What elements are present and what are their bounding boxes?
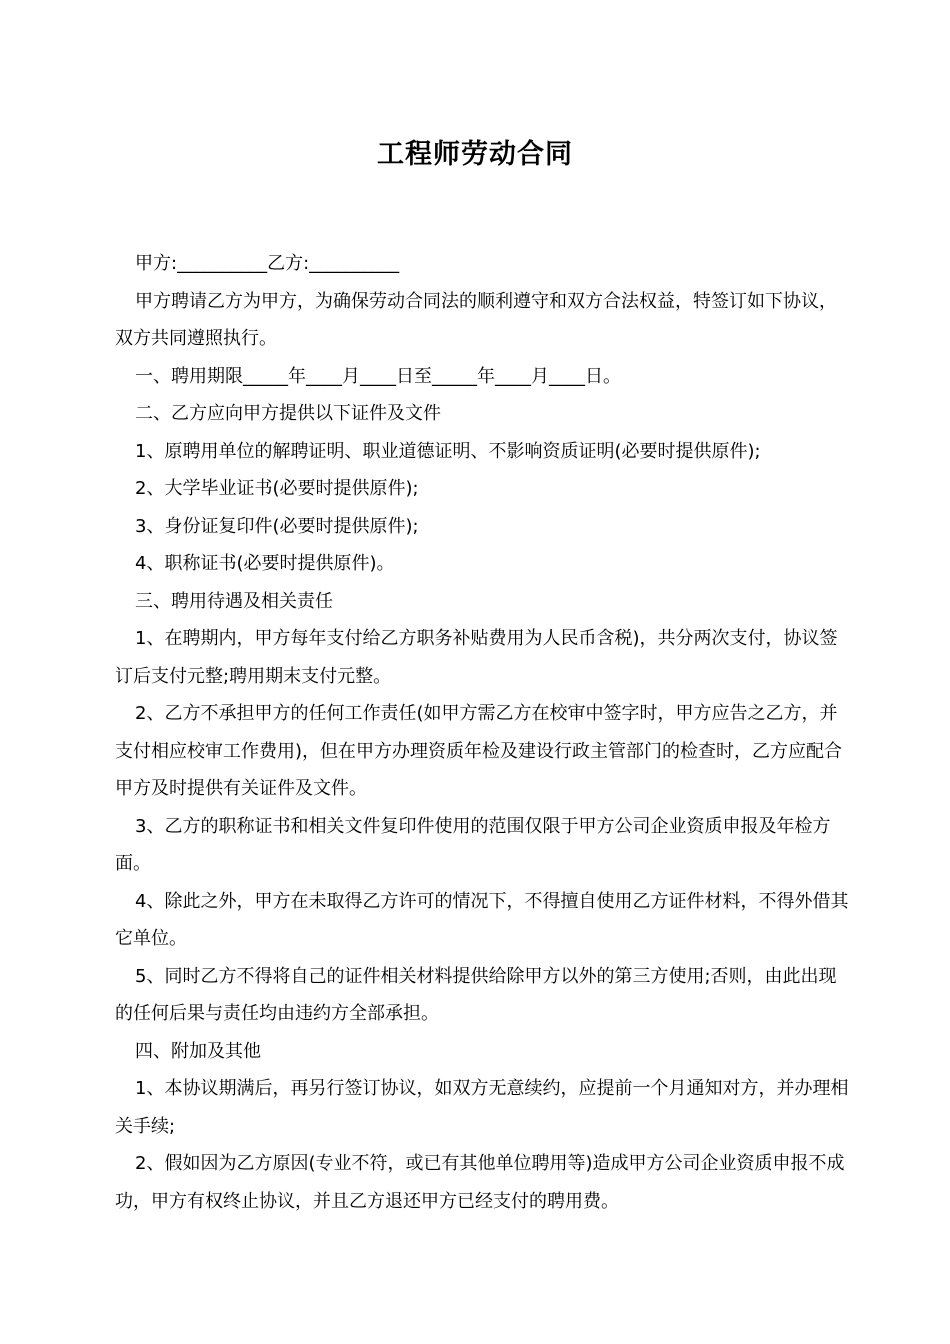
section-4-item-1: 1、本协议期满后，再另行签订协议，如双方无意续约，应提前一个月通知对方，并办理相关手续; xyxy=(115,1078,849,1137)
section-3-item-5: 5、同时乙方不得将自己的证件相关材料提供给除甲方以外的第三方使用;否则，由此出现的任何后果与责任均由违约方全部承担。 xyxy=(115,965,837,1024)
party-line: 甲方:__________乙方:__________ xyxy=(135,253,400,274)
document-title: 工程师劳动合同 xyxy=(377,139,573,170)
section-3-item-3: 3、乙方的职称证书和相关文件复印件使用的范围仅限于甲方公司企业资质申报及年检方面。 xyxy=(115,815,831,874)
section-2-heading: 二、乙方应向甲方提供以下证件及文件 xyxy=(135,403,441,424)
section-3-item-4: 4、除此之外，甲方在未取得乙方许可的情况下，不得擅自使用乙方证件材料，不得外借其它单位。 xyxy=(115,890,849,949)
intro-paragraph: 甲方聘请乙方为甲方，为确保劳动合同法的顺利遵守和双方合法权益，特签订如下协议，双方共同遵照执行。 xyxy=(115,290,837,349)
section-4-item-2: 2、假如因为乙方原因(专业不符，或已有其他单位聘用等)造成甲方公司企业资质申报不成功，甲方有权终止协议，并且乙方退还甲方已经支付的聘用费。 xyxy=(115,1153,845,1212)
section-3-heading: 三、聘用待遇及相关责任 xyxy=(135,590,333,612)
section-3-item-2: 2、乙方不承担甲方的任何工作责任(如甲方需乙方在校审中签字时，甲方应告之乙方，并支付相应校审工作费用)，但在甲方办理资质年检及建设行政主管部门的检查时，乙方应配合甲方及时提供有关证件及文件。 xyxy=(115,703,843,799)
section-1-term: 一、聘用期限_____年____月____日至_____年____月____日。 xyxy=(135,365,621,387)
section-2-item-4: 4、职称证书(必要时提供原件)。 xyxy=(135,553,395,574)
section-2-item-3: 3、身份证复印件(必要时提供原件); xyxy=(135,515,419,537)
document-body xyxy=(115,245,850,1220)
section-4-heading: 四、附加及其他 xyxy=(135,1040,261,1062)
section-3-item-1: 1、在聘期内，甲方每年支付给乙方职务补贴费用为人民币含税)，共分两次支付，协议签订后支付元整;聘用期末支付元整。 xyxy=(115,628,838,687)
section-2-item-2: 2、大学毕业证书(必要时提供原件); xyxy=(135,478,419,499)
section-2-item-1: 1、原聘用单位的解聘证明、职业道德证明、不影响资质证明(必要时提供原件); xyxy=(135,440,761,462)
